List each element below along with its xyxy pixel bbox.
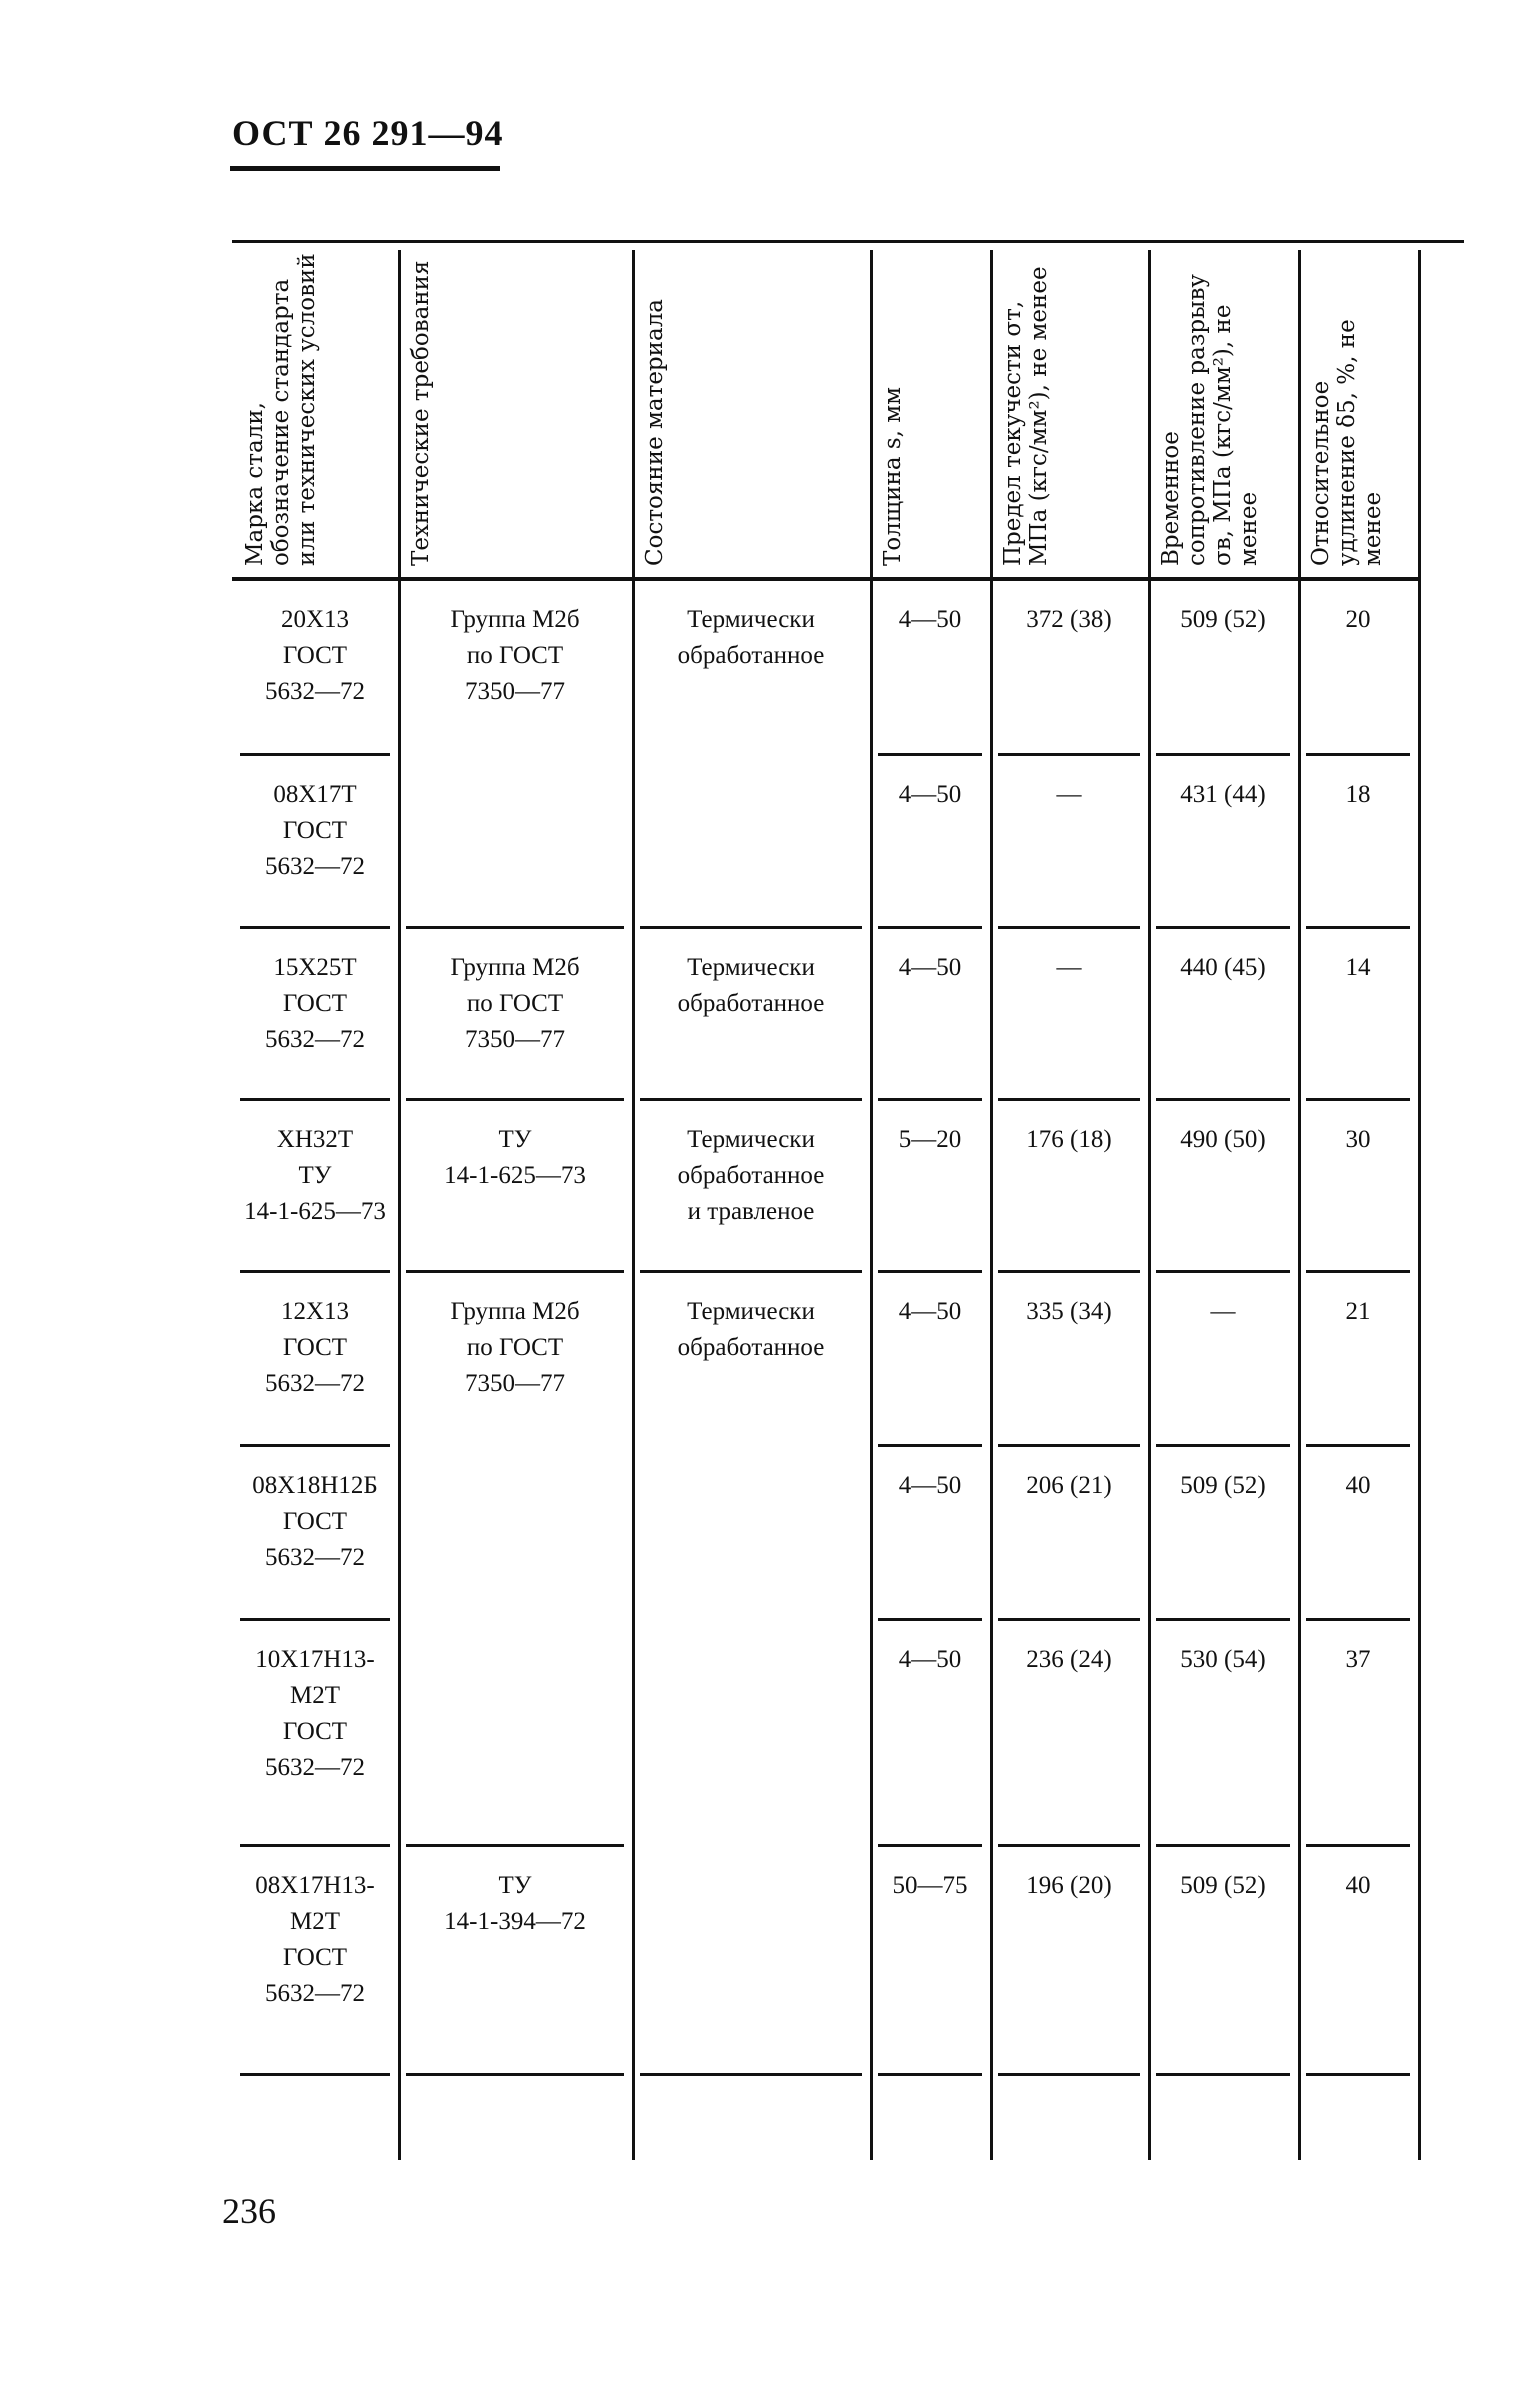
tech-requirements-cell bbox=[398, 1122, 632, 1194]
steel-grade-cell bbox=[232, 1294, 398, 1402]
cell-text: ГОСТ bbox=[282, 642, 348, 669]
cell-text: 30 bbox=[1345, 1126, 1371, 1153]
row-separator bbox=[240, 1844, 390, 1847]
yield-strength-cell bbox=[990, 950, 1148, 986]
cell-text: обработанное bbox=[677, 1162, 825, 1189]
elongation-cell bbox=[1298, 1122, 1418, 1158]
cell-text: 530 (54) bbox=[1180, 1646, 1266, 1673]
cell-text: 20 bbox=[1345, 606, 1371, 633]
thickness-cell bbox=[870, 777, 990, 813]
cell-text: 509 (52) bbox=[1180, 606, 1266, 633]
row-separator bbox=[878, 1618, 982, 1621]
row-separator bbox=[240, 753, 390, 756]
cell-text: М2Т bbox=[290, 1682, 340, 1709]
thickness-cell bbox=[870, 1294, 990, 1330]
cell-text: ГОСТ bbox=[282, 1944, 348, 1971]
cell-text: 176 (18) bbox=[1026, 1126, 1112, 1153]
cell-text: ХН32Т bbox=[276, 1126, 354, 1153]
cell-text: 236 (24) bbox=[1026, 1646, 1112, 1673]
cell-text: 18 bbox=[1345, 781, 1371, 808]
elongation-cell bbox=[1298, 950, 1418, 986]
material-state-cell bbox=[632, 602, 870, 674]
column-header bbox=[238, 240, 392, 570]
cell-text: 4—50 bbox=[898, 1472, 962, 1499]
document-code: ОСТ 26 291—94 bbox=[232, 113, 504, 153]
steel-grade-cell bbox=[232, 1122, 398, 1230]
column-header bbox=[996, 240, 1142, 570]
row-separator bbox=[998, 2073, 1140, 2076]
column-header bbox=[1304, 240, 1412, 570]
cell-text: 7350—77 bbox=[465, 1370, 565, 1397]
cell-text: 4—50 bbox=[898, 606, 962, 633]
tensile-strength-cell bbox=[1148, 1642, 1298, 1678]
cell-text: 14-1-394—72 bbox=[444, 1908, 586, 1935]
cell-text: 5632—72 bbox=[265, 678, 365, 705]
cell-text: 5632—72 bbox=[265, 1544, 365, 1571]
elongation-cell bbox=[1298, 1868, 1418, 1904]
elongation-cell bbox=[1298, 1642, 1418, 1678]
row-separator bbox=[240, 926, 390, 929]
steel-grade-cell bbox=[232, 777, 398, 885]
row-separator bbox=[878, 1270, 982, 1273]
cell-text: обработанное bbox=[677, 990, 825, 1017]
row-separator bbox=[240, 1098, 390, 1101]
cell-text: ГОСТ bbox=[282, 1718, 348, 1745]
row-separator bbox=[998, 1844, 1140, 1847]
row-separator bbox=[998, 1444, 1140, 1447]
thickness-cell bbox=[870, 1122, 990, 1158]
cell-text: по ГОСТ bbox=[466, 642, 564, 669]
column-separator bbox=[1418, 250, 1421, 2160]
row-separator bbox=[1156, 2073, 1290, 2076]
cell-text: 4—50 bbox=[898, 954, 962, 981]
row-separator bbox=[240, 1618, 390, 1621]
steel-grade-cell bbox=[232, 1642, 398, 1786]
yield-strength-cell bbox=[990, 777, 1148, 813]
row-separator bbox=[1156, 1844, 1290, 1847]
row-separator bbox=[1156, 1618, 1290, 1621]
cell-text: по ГОСТ bbox=[466, 1334, 564, 1361]
steel-grade-cell bbox=[232, 1468, 398, 1576]
row-separator bbox=[1156, 1270, 1290, 1273]
row-separator bbox=[878, 926, 982, 929]
thickness-cell bbox=[870, 602, 990, 638]
material-state-cell bbox=[632, 1294, 870, 1366]
row-separator bbox=[640, 1270, 862, 1273]
cell-text: 20Х13 bbox=[280, 606, 350, 633]
cell-text: 14 bbox=[1345, 954, 1371, 981]
cell-text: 5632—72 bbox=[265, 1370, 365, 1397]
material-state-cell bbox=[632, 1122, 870, 1230]
tensile-strength-cell bbox=[1148, 602, 1298, 638]
yield-strength-cell bbox=[990, 1122, 1148, 1158]
cell-text: 4—50 bbox=[898, 781, 962, 808]
row-separator bbox=[406, 1270, 624, 1273]
cell-text: 40 bbox=[1345, 1472, 1371, 1499]
row-separator bbox=[998, 926, 1140, 929]
cell-text: М2Т bbox=[290, 1908, 340, 1935]
row-separator bbox=[1306, 1444, 1410, 1447]
elongation-cell bbox=[1298, 777, 1418, 813]
cell-text: 440 (45) bbox=[1180, 954, 1266, 981]
column-header-label: Предел текучести σт, МПа (кгс/мм²), не менее bbox=[1000, 266, 1052, 566]
row-separator bbox=[240, 1444, 390, 1447]
tensile-strength-cell bbox=[1148, 1468, 1298, 1504]
steel-grade-cell bbox=[232, 602, 398, 710]
row-separator bbox=[1156, 926, 1290, 929]
row-separator bbox=[1156, 1098, 1290, 1101]
cell-text: 7350—77 bbox=[465, 678, 565, 705]
cell-text: 21 bbox=[1345, 1298, 1371, 1325]
row-separator bbox=[240, 2073, 390, 2076]
cell-text: ГОСТ bbox=[282, 990, 348, 1017]
column-header-label: Состояние материала bbox=[642, 298, 668, 566]
cell-text: обработанное bbox=[677, 1334, 825, 1361]
cell-text: Термически bbox=[687, 606, 815, 633]
cell-text: 08Х17Т bbox=[273, 781, 357, 808]
cell-text: 50—75 bbox=[892, 1872, 968, 1899]
row-separator bbox=[406, 926, 624, 929]
row-separator bbox=[1306, 926, 1410, 929]
tech-requirements-cell bbox=[398, 1868, 632, 1940]
row-separator bbox=[878, 753, 982, 756]
row-separator bbox=[406, 1098, 624, 1101]
row-separator bbox=[998, 1098, 1140, 1101]
row-separator bbox=[406, 1844, 624, 1847]
cell-text: 5632—72 bbox=[265, 1026, 365, 1053]
yield-strength-cell bbox=[990, 1868, 1148, 1904]
row-separator bbox=[998, 1618, 1140, 1621]
cell-text: — bbox=[1056, 781, 1082, 808]
cell-text: 08Х17Н13- bbox=[255, 1872, 375, 1899]
tech-requirements-cell bbox=[398, 602, 632, 710]
row-separator bbox=[998, 753, 1140, 756]
row-separator bbox=[1306, 753, 1410, 756]
tensile-strength-cell bbox=[1148, 1122, 1298, 1158]
cell-text: ТУ bbox=[498, 1126, 532, 1153]
cell-text: обработанное bbox=[677, 642, 825, 669]
thickness-cell bbox=[870, 1642, 990, 1678]
cell-text: 431 (44) bbox=[1180, 781, 1266, 808]
cell-text: — bbox=[1210, 1298, 1236, 1325]
cell-text: Группа М2б bbox=[450, 954, 580, 981]
row-separator bbox=[240, 1270, 390, 1273]
elongation-cell bbox=[1298, 1468, 1418, 1504]
cell-text: 14-1-625—73 bbox=[444, 1162, 586, 1189]
cell-text: Термически bbox=[687, 1298, 815, 1325]
row-separator bbox=[640, 2073, 862, 2076]
cell-text: 5—20 bbox=[898, 1126, 962, 1153]
row-separator bbox=[1306, 1098, 1410, 1101]
column-header-label: Технические требования bbox=[408, 260, 434, 566]
row-separator bbox=[878, 1844, 982, 1847]
thickness-cell bbox=[870, 950, 990, 986]
tensile-strength-cell bbox=[1148, 777, 1298, 813]
cell-text: 196 (20) bbox=[1026, 1872, 1112, 1899]
row-separator bbox=[1306, 2073, 1410, 2076]
yield-strength-cell bbox=[990, 1294, 1148, 1330]
row-separator bbox=[640, 1098, 862, 1101]
steel-grade-cell bbox=[232, 1868, 398, 2012]
column-header-label: Марка стали, обозначение стандарта или технических условий bbox=[242, 253, 320, 566]
tech-requirements-cell bbox=[398, 950, 632, 1058]
table-header-rule bbox=[232, 577, 1418, 581]
material-state-cell bbox=[632, 950, 870, 1022]
elongation-cell bbox=[1298, 1294, 1418, 1330]
row-separator bbox=[878, 2073, 982, 2076]
cell-text: 509 (52) bbox=[1180, 1872, 1266, 1899]
row-separator bbox=[998, 1270, 1140, 1273]
cell-text: — bbox=[1056, 954, 1082, 981]
page-number: 236 bbox=[222, 2191, 276, 2231]
cell-text: ГОСТ bbox=[282, 1334, 348, 1361]
thickness-cell bbox=[870, 1868, 990, 1904]
tensile-strength-cell bbox=[1148, 950, 1298, 986]
column-header bbox=[638, 240, 864, 570]
column-header-label: Временное сопротивление разрыву σв, МПа (кгс/мм²), не менее bbox=[1158, 274, 1262, 566]
row-separator bbox=[1306, 1844, 1410, 1847]
cell-text: 12Х13 bbox=[280, 1298, 350, 1325]
header-underline bbox=[230, 166, 500, 171]
yield-strength-cell bbox=[990, 602, 1148, 638]
column-header-label: Толщина s, мм bbox=[880, 386, 906, 566]
tech-requirements-cell bbox=[398, 1294, 632, 1402]
cell-text: и травленое bbox=[687, 1198, 815, 1225]
row-separator bbox=[1156, 1444, 1290, 1447]
cell-text: 5632—72 bbox=[265, 1754, 365, 1781]
column-header bbox=[404, 240, 626, 570]
cell-text: Термически bbox=[687, 954, 815, 981]
cell-text: ГОСТ bbox=[282, 1508, 348, 1535]
cell-text: 08Х18Н12Б bbox=[252, 1472, 378, 1499]
column-header bbox=[1154, 240, 1292, 570]
row-separator bbox=[878, 1444, 982, 1447]
cell-text: Группа М2б bbox=[450, 606, 580, 633]
row-separator bbox=[1306, 1618, 1410, 1621]
cell-text: 37 bbox=[1345, 1646, 1371, 1673]
cell-text: 335 (34) bbox=[1026, 1298, 1112, 1325]
cell-text: 5632—72 bbox=[265, 853, 365, 880]
cell-text: 14-1-625—73 bbox=[244, 1198, 386, 1225]
row-separator bbox=[878, 1098, 982, 1101]
cell-text: 7350—77 bbox=[465, 1026, 565, 1053]
cell-text: ТУ bbox=[498, 1872, 532, 1899]
row-separator bbox=[406, 2073, 624, 2076]
column-header bbox=[876, 240, 984, 570]
cell-text: 372 (38) bbox=[1026, 606, 1112, 633]
yield-strength-cell bbox=[990, 1468, 1148, 1504]
yield-strength-cell bbox=[990, 1642, 1148, 1678]
cell-text: ТУ bbox=[298, 1162, 332, 1189]
cell-text: 15Х25Т bbox=[273, 954, 357, 981]
column-header-label: Относительное удлинение δ5, %, не менее bbox=[1308, 319, 1386, 566]
cell-text: 5632—72 bbox=[265, 1980, 365, 2007]
thickness-cell bbox=[870, 1468, 990, 1504]
steel-grade-cell bbox=[232, 950, 398, 1058]
cell-text: 490 (50) bbox=[1180, 1126, 1266, 1153]
tensile-strength-cell bbox=[1148, 1868, 1298, 1904]
cell-text: ГОСТ bbox=[282, 817, 348, 844]
tensile-strength-cell bbox=[1148, 1294, 1298, 1330]
row-separator bbox=[1306, 1270, 1410, 1273]
cell-text: Термически bbox=[687, 1126, 815, 1153]
cell-text: 509 (52) bbox=[1180, 1472, 1266, 1499]
row-separator bbox=[1156, 753, 1290, 756]
cell-text: 10Х17Н13- bbox=[255, 1646, 375, 1673]
cell-text: 4—50 bbox=[898, 1646, 962, 1673]
cell-text: Группа М2б bbox=[450, 1298, 580, 1325]
cell-text: 206 (21) bbox=[1026, 1472, 1112, 1499]
cell-text: 4—50 bbox=[898, 1298, 962, 1325]
cell-text: по ГОСТ bbox=[466, 990, 564, 1017]
elongation-cell bbox=[1298, 602, 1418, 638]
cell-text: 40 bbox=[1345, 1872, 1371, 1899]
row-separator bbox=[640, 926, 862, 929]
